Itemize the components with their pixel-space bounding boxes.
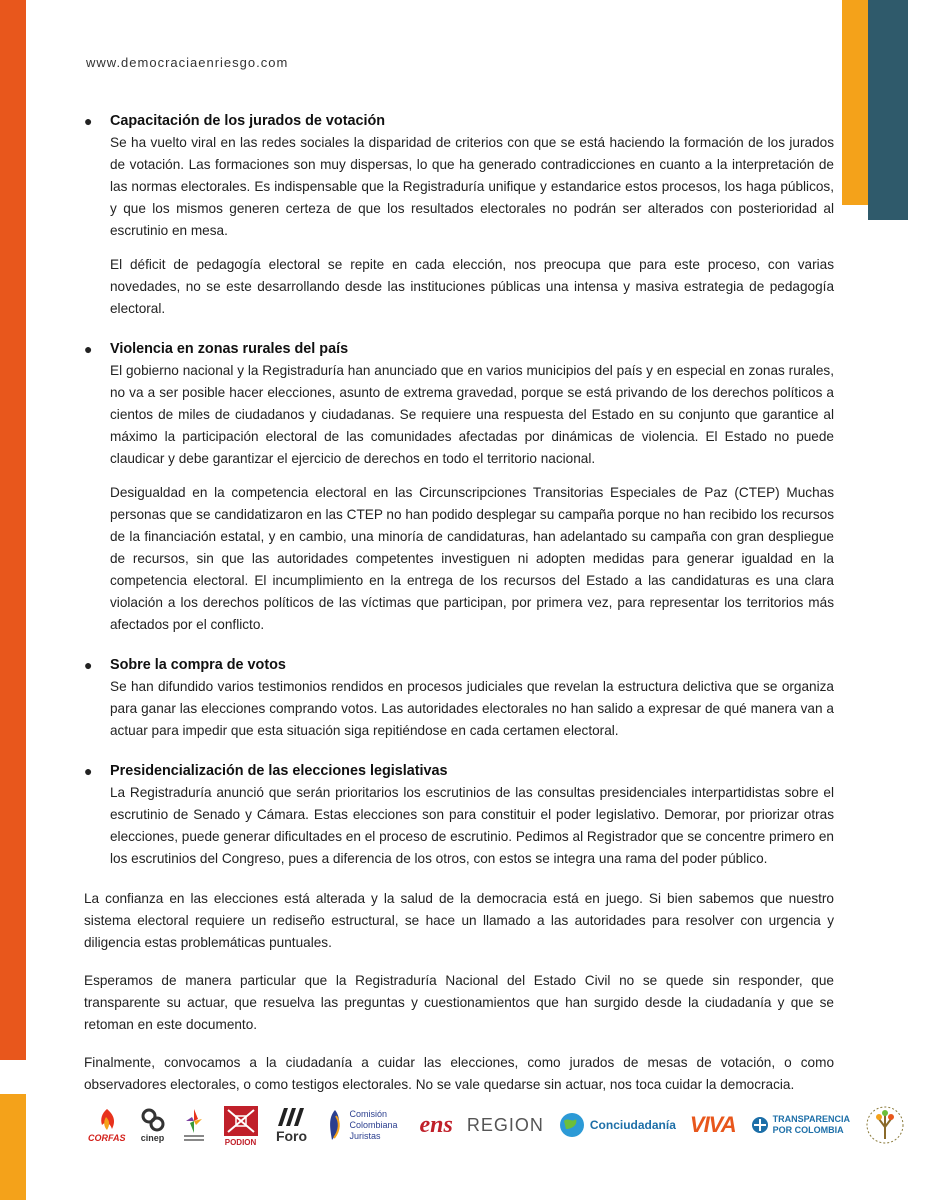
- document-body: [84, 110, 834, 1112]
- viva-logo: VIVA: [689, 1112, 736, 1137]
- bullet-icon: ●: [84, 113, 93, 129]
- section-title: Sobre la compra de votos: [110, 657, 286, 673]
- bullet-icon: ●: [84, 341, 93, 357]
- cinep-logo: cinep: [140, 1099, 166, 1151]
- bullet-icon: ●: [84, 657, 93, 673]
- transparencia-mark-icon: [750, 1115, 770, 1135]
- closing-paragraphs: [84, 888, 834, 1096]
- cinep-mark-icon: [140, 1107, 166, 1133]
- ens-logo: ens: [419, 1111, 453, 1138]
- corfas-logo: CORFAS: [88, 1099, 126, 1151]
- corfas-flame-icon: [92, 1107, 122, 1133]
- section-compra-votos: [84, 654, 834, 742]
- podion-logo: PODION: [222, 1099, 260, 1151]
- red-nacional-democracia-paz-logo: [865, 1099, 905, 1151]
- paragraph: Se han difundido varios testimonios rendidos en procesos judiciales que revelan la estructura delictiva que se organiza para ganar las elecciones comprando votos. Las autoridades electorales no han salido a expresar de qué manera van a actuar para impedir que esta situación siga repitiéndose en cada certamen electoral.: [110, 679, 834, 738]
- foro-logo: Foro: [274, 1099, 310, 1151]
- podion-mark-icon: [222, 1104, 260, 1138]
- paragraph: Se ha vuelto viral en las redes sociales la disparidad de criterios con que se está haciendo la formación de los jurados de votación. Las formaciones son muy dispersas, lo que ha generado contradicciones en cuanto a la interpretación de las normas electorales. Es indispensable que la Registraduría unifique y estandarice estos procesos, los haga públicos, y que los mismos generen certeza de que los resultados electorales no podrán ser alterados con posterioridad al escrutinio en mesa.: [110, 135, 834, 238]
- partner-logos: [88, 1095, 888, 1155]
- pinwheel-icon: [180, 1105, 208, 1145]
- left-bar-gap: [0, 1060, 26, 1094]
- section-presidencializacion: [84, 760, 834, 870]
- paragraph: El déficit de pedagogía electoral se repite en cada elección, nos preocupa que para este proceso, con varias novedades, no se este desarrollando desde las instituciones públicas una intensa y masiva estrategia de pedagogía electoral.: [110, 257, 834, 316]
- right-accent-bar-orange: [842, 0, 868, 205]
- left-accent-bar-bottom: [0, 1094, 26, 1200]
- section-title: Violencia en zonas rurales del país: [110, 341, 349, 357]
- conciudadania-logo: Conciudadanía: [558, 1099, 676, 1151]
- paragraph: Desigualdad en la competencia electoral en las Circunscripciones Transitorias Especiales de Paz (CTEP) Muchas personas que se candidatizaron en las CTEP no han podido desplegar su campaña porque no han recibido los recursos de la financiación estatal, y en cambio, una minoría de candidaturas, han adelantado su campaña con gran despliegue de recursos, sin que las autoridades competentes investiguen ni adopten medidas para generar igualdad en la competencia electoral. El incumplimiento en la entrega de los recursos del Estado a las candidaturas es una clara violación a los derechos políticos de las víctimas que participan, por primera vez, para representar los territorios más afectados por el conflicto.: [110, 485, 834, 632]
- region-logo: REGION: [466, 1114, 544, 1135]
- website-url[interactable]: www.democraciaenriesgo.com: [86, 55, 289, 70]
- left-accent-bar: [0, 0, 26, 1200]
- section-title: Capacitación de los jurados de votación: [110, 113, 386, 129]
- juristas-figure-icon: [324, 1108, 346, 1142]
- section-violencia: [84, 338, 834, 636]
- comision-juristas-logo: Comisión Colombiana Juristas: [324, 1099, 406, 1151]
- right-accent-bar-teal: [868, 0, 908, 220]
- bullet-icon: ●: [84, 763, 93, 779]
- section-capacitacion: [84, 110, 834, 320]
- globe-icon: [558, 1111, 586, 1139]
- programa-por-la-paz-logo: [180, 1099, 208, 1151]
- foro-stripes-icon: [274, 1106, 310, 1128]
- paragraph: Finalmente, convocamos a la ciudadanía a cuidar las elecciones, como jurados de mesas de votación, o como observadores electorales, o como testigos electorales. No se vale quedarse sin actuar, nos toca cuidar la democracia.: [84, 1055, 834, 1092]
- paragraph: El gobierno nacional y la Registraduría han anunciado que en varios municipios del país y en especial en zonas rurales, no va a ser posible hacer elecciones, asunto de extrema gravedad, porque se está privando de los derechos políticos a cientos de miles de ciudadanos y ciudadanas. Se requiere una respuesta del Estado en su conjunto que garantice al máximo la participación electoral de las comunidades afectadas por dinámicas de violencia. El Estado no puede claudicar y debe garantizar el ejercicio de derechos en todo el territorio nacional.: [110, 363, 834, 466]
- paragraph: Esperamos de manera particular que la Registraduría Nacional del Estado Civil no se quede sin responder, que transparente su actuar, que resuelva las preguntas y cuestionamientos que han surgido desde la ciudadanía y que se retoman en este documento.: [84, 973, 834, 1032]
- tree-circle-icon: [865, 1103, 905, 1147]
- paragraph: La Registraduría anunció que serán prioritarios los escrutinios de las consultas presidenciales interpartidistas sobre el escrutinio de Senado y Cámara. Estas elecciones son para constituir el poder legislativo. Demorar, por priorizar otras elecciones, puede generar dificultades en el proceso de escrutinio. Pedimos al Registrador que se concentre primero en los escrutinios del Congreso, pues a diferencia de los otros, con estos se integra una rama del poder público.: [110, 785, 834, 866]
- transparencia-logo: TRANSPARENCIA POR COLOMBIA: [750, 1099, 851, 1151]
- paragraph: La confianza en las elecciones está alterada y la salud de la democracia está en juego. Si bien sabemos que nuestro sistema electoral requiere un rediseño estructural, se hace un llamado a las autoridades para resolver con urgencia y diligencia estas problemáticas puntuales.: [84, 891, 834, 950]
- section-title: Presidencialización de las elecciones legislativas: [110, 763, 448, 779]
